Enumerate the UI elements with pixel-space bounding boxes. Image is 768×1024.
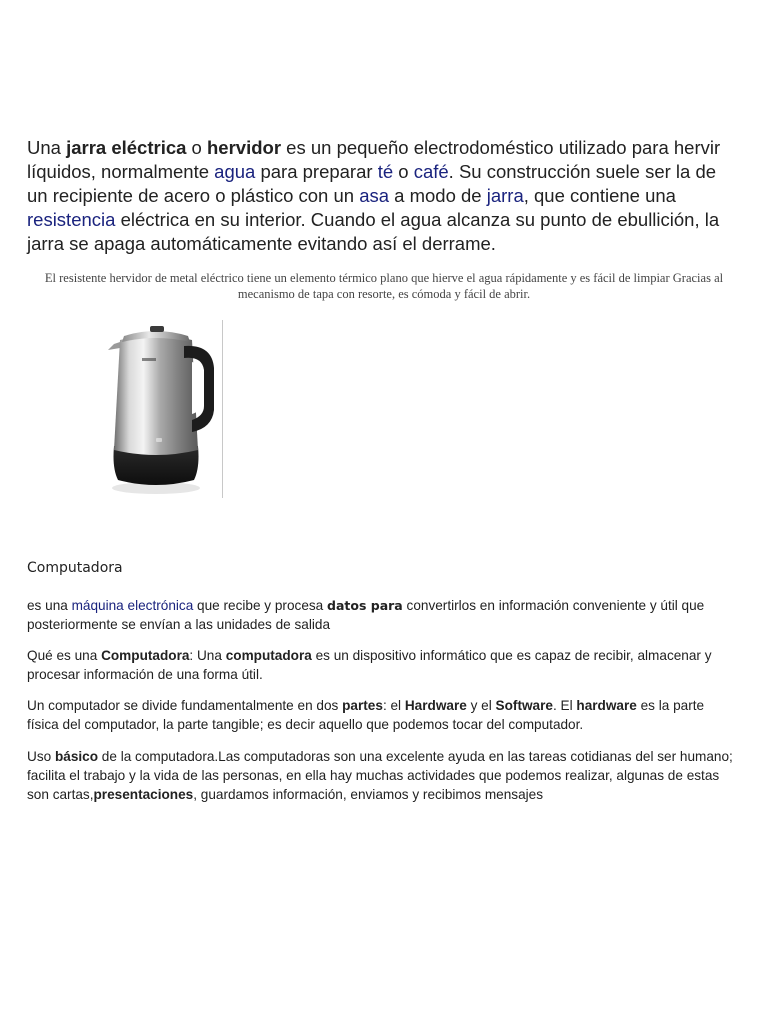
bold-term-hardware: Hardware bbox=[404, 698, 467, 713]
kettle-caption: El resistente hervidor de metal eléctrico tiene un elemento térmico plano que hierve el agua rápidamente y es fácil de limpiar Gracias al mecanismo de tapa con resorte, es cómoda y fácil de abrir. bbox=[44, 271, 724, 301]
section-title-computadora: Computadora bbox=[27, 560, 123, 576]
link-agua[interactable]: agua bbox=[214, 161, 256, 182]
text: y el bbox=[466, 698, 496, 713]
link-resistencia[interactable]: resistencia bbox=[27, 209, 116, 230]
text: . Su construcción suele ser la de un recipiente de acero o plástico con un bbox=[27, 161, 717, 206]
intro-paragraph bbox=[27, 136, 727, 256]
text: a modo de bbox=[389, 185, 487, 206]
text: que recibe y procesa bbox=[193, 598, 328, 613]
text: Uso bbox=[27, 749, 55, 764]
text: es la parte física del computador, la parte tangible; es decir aquello que podemos tocar del computador. bbox=[27, 698, 705, 732]
lid-button bbox=[150, 326, 164, 332]
text: o bbox=[393, 161, 414, 182]
link-cafe[interactable]: café bbox=[413, 161, 449, 182]
bold-term-hervidor: hervidor bbox=[207, 137, 282, 158]
bold-term-jarra-electrica: jarra eléctrica bbox=[66, 137, 187, 158]
text: es un dispositivo informático que es capaz de recibir, almacenar y procesar información de una forma útil. bbox=[27, 648, 712, 682]
text: es un pequeño electrodoméstico utilizado para hervir líquidos, normalmente bbox=[27, 137, 721, 182]
text: Un computador se divide fundamentalmente en dos bbox=[27, 698, 343, 713]
text: : el bbox=[382, 698, 405, 713]
brand-logo bbox=[142, 358, 156, 361]
link-jarra[interactable]: jarra bbox=[486, 185, 524, 206]
bold-term-basico: básico bbox=[54, 749, 99, 764]
text: , guardamos información, enviamos y recibimos mensajes bbox=[193, 787, 544, 802]
text: de la computadora.Las computadoras son una excelente ayuda en las tareas cotidianas del ser humano; facilita el trabajo y la vida de las personas, en ella hay muchas actividades que podemos realizar, algunas de estas son cartas, bbox=[27, 749, 733, 802]
image-divider bbox=[222, 320, 223, 498]
bold-term-computadora: computadora bbox=[225, 648, 312, 663]
text: convertirlos en información conveniente y útil que posteriormente se envían a las unidades de salida bbox=[27, 598, 705, 632]
text: . El bbox=[552, 698, 577, 713]
computadora-paragraph-2 bbox=[27, 646, 739, 684]
bold-term-datos-para: datos para bbox=[327, 598, 403, 613]
handle-opening bbox=[192, 362, 200, 414]
text: : Una bbox=[189, 648, 226, 663]
bold-term-presentaciones: presentaciones bbox=[93, 787, 194, 802]
kettle-image bbox=[100, 318, 224, 500]
bold-term-computadora: Computadora bbox=[101, 648, 190, 663]
computadora-paragraph-4 bbox=[27, 747, 739, 804]
text: para preparar bbox=[255, 161, 378, 182]
text: es una bbox=[27, 598, 72, 613]
link-te[interactable]: té bbox=[377, 161, 394, 182]
power-indicator bbox=[156, 438, 162, 442]
kettle-illustration bbox=[100, 318, 224, 500]
link-asa[interactable]: asa bbox=[359, 185, 390, 206]
bold-term-software: Software bbox=[495, 698, 553, 713]
text: , que contiene una bbox=[523, 185, 676, 206]
text: o bbox=[186, 137, 207, 158]
computadora-paragraph-1 bbox=[27, 596, 739, 634]
link-maquina-electronica[interactable]: máquina electrónica bbox=[71, 598, 194, 613]
kettle-spout bbox=[108, 342, 120, 350]
bold-term-partes: partes bbox=[342, 698, 383, 713]
text: eléctrica en su interior. Cuando el agua alcanza su punto de ebullición, la jarra se apaga automáticamente evitando así el derrame. bbox=[27, 209, 720, 254]
text: Una bbox=[27, 137, 67, 158]
bold-term-hardware: hardware bbox=[576, 698, 637, 713]
computadora-paragraph-3 bbox=[27, 696, 739, 734]
text: Qué es una bbox=[27, 648, 102, 663]
